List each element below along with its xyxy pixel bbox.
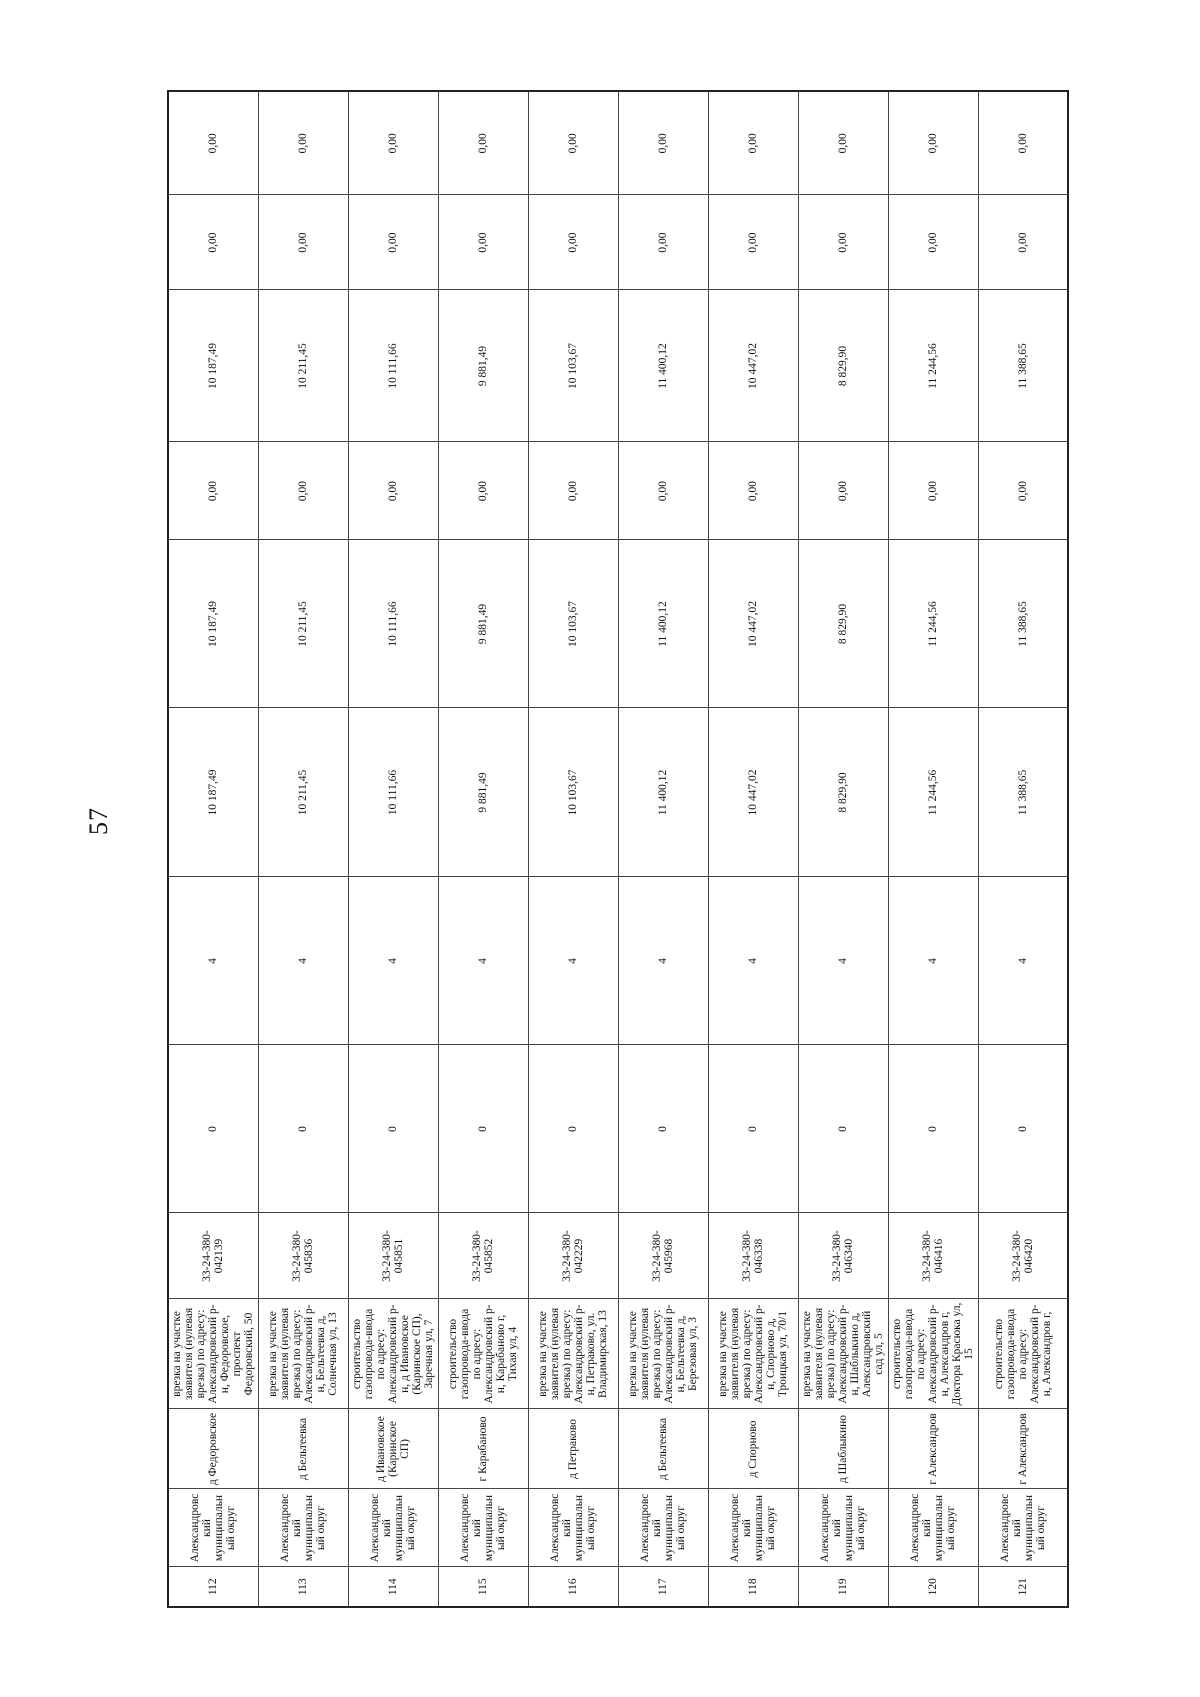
work-description-cell: строительство газопровода-ввода по адресу: Александровский р-н, Александров г,	[978, 1299, 1068, 1409]
locality-cell: г Карабаново	[438, 1409, 528, 1489]
application-code-cell: 33-24-380-045851	[348, 1213, 438, 1299]
value-cell-7: 0,00	[258, 195, 348, 290]
value-cell-5: 0,00	[798, 442, 888, 540]
value-cell-8: 0,00	[528, 91, 618, 195]
work-description-cell: строительство газопровода-ввода по адресу: Александровский р-н, д Ивановское (Каринское СП), Заречная ул, 7	[348, 1299, 438, 1409]
value-cell-2: 4	[438, 877, 528, 1045]
application-code-cell: 33-24-380-042139	[168, 1213, 258, 1299]
value-cell-1: 0	[258, 1045, 348, 1213]
value-cell-1: 0	[438, 1045, 528, 1213]
locality-cell: д Шаблыкино	[798, 1409, 888, 1489]
work-description-cell: врезка на участке заявителя (нулевая врезка) по адресу: Александровский р-н, Бельтеевка д, Солнечная ул, 13	[258, 1299, 348, 1409]
row-number: 113	[258, 1567, 348, 1607]
table-row	[438, 91, 528, 1607]
work-description-cell: врезка на участке заявителя (нулевая врезка) по адресу: Александровский р-н, Бельтеевка д, Березовая ул, 3	[618, 1299, 708, 1409]
table-row	[258, 91, 348, 1607]
locality-cell: д Бельтеевка	[258, 1409, 348, 1489]
table-row	[708, 91, 798, 1607]
value-cell-2: 4	[528, 877, 618, 1045]
municipality-cell: Александровский муниципальный округ	[618, 1489, 708, 1567]
value-cell-6: 11 388,65	[978, 290, 1068, 442]
municipality-cell: Александровский муниципальный округ	[798, 1489, 888, 1567]
value-cell-6: 11 244,56	[888, 290, 978, 442]
value-cell-5: 0,00	[438, 442, 528, 540]
row-number: 119	[798, 1567, 888, 1607]
value-cell-4: 10 111,66	[348, 540, 438, 708]
value-cell-2: 4	[348, 877, 438, 1045]
locality-cell: г Александров	[888, 1409, 978, 1489]
value-cell-7: 0,00	[978, 195, 1068, 290]
application-code-cell: 33-24-380-045852	[438, 1213, 528, 1299]
municipality-cell: Александровский муниципальный округ	[258, 1489, 348, 1567]
work-description-cell: врезка на участке заявителя (нулевая врезка) по адресу: Александровский р-н, Федоровское, проспект Федоровский, 50	[168, 1299, 258, 1409]
locality-cell: д Федоровское	[168, 1409, 258, 1489]
value-cell-4: 10 211,45	[258, 540, 348, 708]
locality-cell: г Александров	[978, 1409, 1068, 1489]
value-cell-8: 0,00	[978, 91, 1068, 195]
value-cell-8: 0,00	[888, 91, 978, 195]
value-cell-8: 0,00	[168, 91, 258, 195]
value-cell-5: 0,00	[528, 442, 618, 540]
value-cell-7: 0,00	[798, 195, 888, 290]
value-cell-4: 8 829,90	[798, 540, 888, 708]
value-cell-7: 0,00	[438, 195, 528, 290]
work-description-cell: врезка на участке заявителя (нулевая врезка) по адресу: Александровский р-н, Шаблыкино д, Александровский сад ул, 5	[798, 1299, 888, 1409]
locality-cell: д Ивановское (Каринское СП)	[348, 1409, 438, 1489]
row-number: 112	[168, 1567, 258, 1607]
value-cell-6: 10 447,02	[708, 290, 798, 442]
municipality-cell: Александровский муниципальный округ	[168, 1489, 258, 1567]
value-cell-6: 11 400,12	[618, 290, 708, 442]
value-cell-5: 0,00	[348, 442, 438, 540]
municipality-cell: Александровский муниципальный округ	[978, 1489, 1068, 1567]
application-code-cell: 33-24-380-046420	[978, 1213, 1068, 1299]
municipality-cell: Александровский муниципальный округ	[528, 1489, 618, 1567]
value-cell-4: 11 388,65	[978, 540, 1068, 708]
value-cell-3: 10 111,66	[348, 708, 438, 877]
value-cell-3: 10 103,67	[528, 708, 618, 877]
value-cell-6: 9 881,49	[438, 290, 528, 442]
work-description-cell: строительство газопровода-ввода по адресу: Александровский р-н, Карабаново г, Тихая ул, 4	[438, 1299, 528, 1409]
table-row	[348, 91, 438, 1607]
work-description-cell: врезка на участке заявителя (нулевая врезка) по адресу: Александровский р-н, Петраково, ул. Владимирская, 13	[528, 1299, 618, 1409]
value-cell-8: 0,00	[798, 91, 888, 195]
value-cell-7: 0,00	[168, 195, 258, 290]
value-cell-3: 10 447,02	[708, 708, 798, 877]
municipality-cell: Александровский муниципальный округ	[438, 1489, 528, 1567]
value-cell-5: 0,00	[888, 442, 978, 540]
page-number: 57	[84, 807, 113, 835]
value-cell-7: 0,00	[348, 195, 438, 290]
value-cell-6: 8 829,90	[798, 290, 888, 442]
value-cell-1: 0	[888, 1045, 978, 1213]
table-row	[888, 91, 978, 1607]
value-cell-7: 0,00	[888, 195, 978, 290]
locality-cell: д Спорново	[708, 1409, 798, 1489]
value-cell-3: 11 400,12	[618, 708, 708, 877]
locality-cell: д Бельтеевка	[618, 1409, 708, 1489]
value-cell-4: 11 244,56	[888, 540, 978, 708]
municipality-cell: Александровский муниципальный округ	[708, 1489, 798, 1567]
municipality-cell: Александровский муниципальный округ	[348, 1489, 438, 1567]
value-cell-7: 0,00	[528, 195, 618, 290]
row-number: 120	[888, 1567, 978, 1607]
table-row	[978, 91, 1068, 1607]
municipality-cell: Александровский муниципальный округ	[888, 1489, 978, 1567]
value-cell-3: 10 211,45	[258, 708, 348, 877]
application-code-cell: 33-24-380-046416	[888, 1213, 978, 1299]
application-code-cell: 33-24-380-042229	[528, 1213, 618, 1299]
value-cell-2: 4	[978, 877, 1068, 1045]
gas-connection-table	[167, 90, 1069, 1608]
value-cell-3: 8 829,90	[798, 708, 888, 877]
value-cell-7: 0,00	[708, 195, 798, 290]
table-row	[528, 91, 618, 1607]
value-cell-1: 0	[348, 1045, 438, 1213]
locality-cell: д Петраково	[528, 1409, 618, 1489]
value-cell-2: 4	[168, 877, 258, 1045]
value-cell-4: 10 447,02	[708, 540, 798, 708]
table-rotation-wrapper	[167, 92, 1067, 1608]
table-body	[168, 91, 1068, 1607]
value-cell-1: 0	[798, 1045, 888, 1213]
value-cell-2: 4	[798, 877, 888, 1045]
table-row	[168, 91, 258, 1607]
value-cell-3: 10 187,49	[168, 708, 258, 877]
value-cell-3: 9 881,49	[438, 708, 528, 877]
row-number: 114	[348, 1567, 438, 1607]
value-cell-4: 10 103,67	[528, 540, 618, 708]
value-cell-3: 11 388,65	[978, 708, 1068, 877]
value-cell-6: 10 111,66	[348, 290, 438, 442]
table-row	[618, 91, 708, 1607]
row-number: 121	[978, 1567, 1068, 1607]
value-cell-6: 10 103,67	[528, 290, 618, 442]
application-code-cell: 33-24-380-045836	[258, 1213, 348, 1299]
value-cell-8: 0,00	[438, 91, 528, 195]
value-cell-5: 0,00	[978, 442, 1068, 540]
value-cell-1: 0	[528, 1045, 618, 1213]
value-cell-6: 10 211,45	[258, 290, 348, 442]
value-cell-2: 4	[618, 877, 708, 1045]
value-cell-6: 10 187,49	[168, 290, 258, 442]
work-description-cell: врезка на участке заявителя (нулевая врезка) по адресу: Александровский р-н, Спорново д, Троицкая ул, 70/1	[708, 1299, 798, 1409]
value-cell-1: 0	[708, 1045, 798, 1213]
value-cell-1: 0	[618, 1045, 708, 1213]
application-code-cell: 33-24-380-045968	[618, 1213, 708, 1299]
value-cell-1: 0	[168, 1045, 258, 1213]
table-row	[798, 91, 888, 1607]
work-description-cell: строительство газопровода-ввода по адресу: Александровский р-н, Александров г, Доктора Красюка ул, 15	[888, 1299, 978, 1409]
value-cell-5: 0,00	[258, 442, 348, 540]
value-cell-8: 0,00	[348, 91, 438, 195]
value-cell-4: 11 400,12	[618, 540, 708, 708]
value-cell-4: 9 881,49	[438, 540, 528, 708]
value-cell-1: 0	[978, 1045, 1068, 1213]
row-number: 118	[708, 1567, 798, 1607]
value-cell-5: 0,00	[168, 442, 258, 540]
value-cell-7: 0,00	[618, 195, 708, 290]
value-cell-2: 4	[258, 877, 348, 1045]
value-cell-5: 0,00	[618, 442, 708, 540]
value-cell-4: 10 187,49	[168, 540, 258, 708]
value-cell-5: 0,00	[708, 442, 798, 540]
value-cell-2: 4	[888, 877, 978, 1045]
value-cell-8: 0,00	[258, 91, 348, 195]
value-cell-8: 0,00	[708, 91, 798, 195]
application-code-cell: 33-24-380-046338	[708, 1213, 798, 1299]
application-code-cell: 33-24-380-046340	[798, 1213, 888, 1299]
row-number: 117	[618, 1567, 708, 1607]
value-cell-8: 0,00	[618, 91, 708, 195]
value-cell-3: 11 244,56	[888, 708, 978, 877]
value-cell-2: 4	[708, 877, 798, 1045]
row-number: 115	[438, 1567, 528, 1607]
row-number: 116	[528, 1567, 618, 1607]
